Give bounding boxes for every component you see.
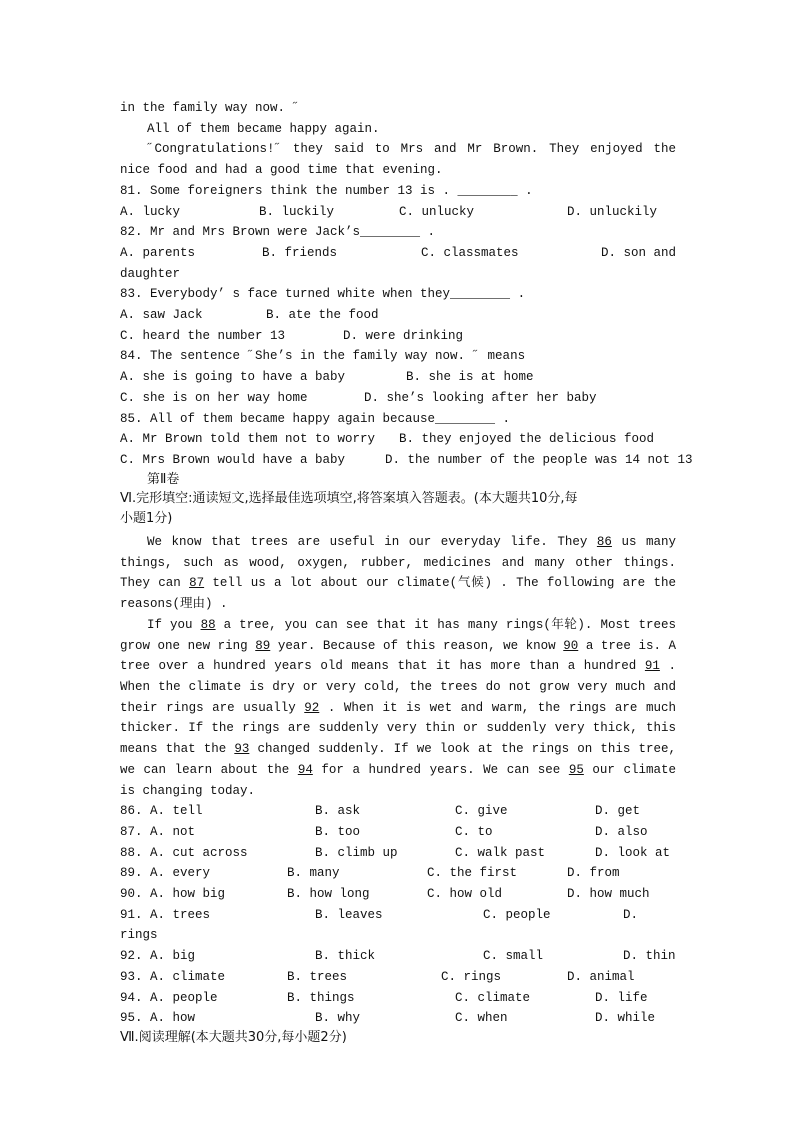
option-c[interactable]: C. climate	[455, 990, 531, 1005]
option-b[interactable]: B. many	[287, 866, 340, 881]
option-a[interactable]: A. she is going to have a baby	[120, 370, 346, 385]
question-94-options	[120, 988, 676, 1009]
option-c[interactable]: C. unlucky	[399, 204, 475, 219]
option-d[interactable]: D. thin	[623, 949, 676, 964]
option-d-continued: daughter	[120, 266, 181, 281]
part-two-heading: 第Ⅱ卷	[147, 471, 180, 487]
option-b[interactable]: B. ate the food	[266, 308, 379, 323]
question-81-stem: 81. Some foreigners think the number 13 is . ________ .	[120, 183, 533, 198]
option-d[interactable]: D. also	[595, 824, 648, 839]
question-85-stem: 85. All of them became happy again because________ .	[120, 411, 511, 426]
blank-95: 95	[568, 762, 584, 777]
option-b[interactable]: B. trees	[287, 969, 348, 984]
option-c[interactable]: C. the first	[427, 866, 518, 881]
question-95-options	[120, 1008, 676, 1029]
blank-87: 87	[189, 576, 205, 591]
blank-93: 93	[234, 742, 250, 757]
question-90-options	[120, 884, 676, 905]
option-a[interactable]: 88. A. cut across	[120, 845, 248, 860]
option-a[interactable]: 91. A. trees	[120, 907, 211, 922]
blank-86: 86	[596, 535, 612, 550]
option-a[interactable]: 87. A. not	[120, 824, 196, 839]
option-d[interactable]: D. unluckily	[567, 204, 658, 219]
question-83-options	[120, 305, 676, 326]
question-88-options	[120, 843, 676, 864]
option-c[interactable]: C. when	[455, 1011, 508, 1026]
section-6-title: Ⅵ.完形填空:通读短文,选择最佳选项填空,将答案填入答题表。(本大题共10分,每	[120, 490, 578, 506]
option-d[interactable]: D. were drinking	[343, 328, 464, 343]
option-d[interactable]: D. son and	[601, 245, 677, 260]
option-c[interactable]: C. she is on her way home	[120, 390, 308, 405]
question-82-stem: 82. Mr and Mrs Brown were Jack’s________ .	[120, 225, 436, 240]
option-c[interactable]: C. walk past	[455, 845, 546, 860]
question-91-options	[120, 905, 676, 926]
question-92-options	[120, 946, 676, 967]
option-a[interactable]: 93. A. climate	[120, 969, 226, 984]
option-d[interactable]: D. how much	[567, 887, 650, 902]
option-a[interactable]: 94. A. people	[120, 990, 218, 1005]
question-86-options	[120, 801, 676, 822]
option-c[interactable]: C. people	[483, 907, 551, 922]
option-c[interactable]: C. small	[483, 949, 544, 964]
option-d[interactable]: D. while	[595, 1011, 656, 1026]
intro-line: in the family way now. ˝	[120, 101, 301, 115]
option-a[interactable]: 95. A. how	[120, 1011, 196, 1026]
passage-paragraph-2: If you 88 a tree, you can see that it has many rings(年轮). Most trees grow one new ring 89 year. Because of this reason, we know 90 a tree is. A tree over a hundred years old means that it has more than a hundred 91 . When the climate is dry or very cold, the trees do not grow very much and their rings are usually 92 . When it is wet and warm, the rings are much thicker. If the rings are suddenly very thin or suddenly very thick, this means that the 93 changed suddenly. If we look at the rings on this tree, we can learn about the 94 for a hundred years. We can see 95 our climate is changing today.	[120, 617, 676, 798]
option-b[interactable]: B. friends	[262, 245, 338, 260]
option-d[interactable]: D. get	[595, 804, 641, 819]
option-d[interactable]: D. look at	[595, 845, 671, 860]
option-a[interactable]: 90. A. how big	[120, 887, 226, 902]
option-c[interactable]: C. how old	[427, 887, 503, 902]
option-a[interactable]: A. parents	[120, 245, 196, 260]
option-c[interactable]: C. Mrs Brown would have a baby	[120, 452, 346, 467]
question-83-options	[120, 326, 676, 347]
intro-line: All of them became happy again.	[147, 121, 380, 136]
option-a[interactable]: A. Mr Brown told them not to worry	[120, 432, 376, 447]
option-b[interactable]: B. how long	[287, 887, 370, 902]
option-d[interactable]: D. from	[567, 866, 620, 881]
option-a[interactable]: A. saw Jack	[120, 308, 203, 323]
blank-90: 90	[563, 638, 579, 653]
question-82-options	[120, 243, 676, 264]
option-a[interactable]: 92. A. big	[120, 949, 196, 964]
option-b[interactable]: B. she is at home	[406, 370, 534, 385]
option-b[interactable]: B. why	[315, 1011, 361, 1026]
blank-88: 88	[200, 617, 216, 632]
option-d[interactable]: D. life	[595, 990, 648, 1005]
exam-page	[120, 98, 693, 1047]
blank-94: 94	[297, 762, 313, 777]
question-89-options	[120, 863, 676, 884]
option-b[interactable]: B. luckily	[259, 204, 335, 219]
option-b[interactable]: B. climb up	[315, 845, 398, 860]
question-81-options	[120, 202, 676, 223]
option-b[interactable]: B. leaves	[315, 907, 383, 922]
blank-89: 89	[255, 638, 271, 653]
passage-paragraph-1: We know that trees are useful in our everyday life. They 86 us many things, such as wood, oxygen, rubber, medicines and many other things. They can 87 tell us a lot about our climate(气候) . The following are the reasons(理由) .	[120, 535, 676, 612]
option-c[interactable]: C. give	[455, 804, 508, 819]
question-85-options	[120, 429, 676, 450]
section-7-title: Ⅶ.阅读理解(本大题共30分,每小题2分)	[120, 1029, 347, 1045]
option-b[interactable]: B. things	[287, 990, 355, 1005]
question-84-options	[120, 388, 676, 409]
option-d[interactable]: D. animal	[567, 969, 635, 984]
question-84-stem: 84. The sentence ˝She’s in the family way now. ˝ means	[120, 349, 526, 364]
option-b[interactable]: B. they enjoyed the delicious food	[399, 432, 655, 447]
option-b[interactable]: B. thick	[315, 949, 376, 964]
option-d[interactable]: D.	[623, 907, 639, 922]
option-d-continued: rings	[120, 928, 158, 943]
blank-92: 92	[304, 700, 320, 715]
option-a[interactable]: A. lucky	[120, 204, 181, 219]
option-a[interactable]: 89. A. every	[120, 866, 211, 881]
option-c[interactable]: C. heard the number 13	[120, 328, 286, 343]
option-b[interactable]: B. too	[315, 824, 361, 839]
question-85-options	[120, 450, 693, 471]
question-84-options	[120, 367, 676, 388]
option-d[interactable]: D. the number of the people was 14 not 13	[385, 452, 693, 467]
option-c[interactable]: C. to	[455, 824, 493, 839]
option-c[interactable]: C. rings	[441, 969, 502, 984]
question-87-options	[120, 822, 676, 843]
blank-91: 91	[644, 659, 660, 674]
section-6-title-cont: 小题1分)	[120, 511, 173, 527]
intro-paragraph: ˝Congratulations!˝ they said to Mrs and Mr Brown. They enjoyed the nice food and had a good time that evening.	[120, 142, 676, 178]
question-93-options	[120, 967, 676, 988]
option-b[interactable]: B. ask	[315, 804, 361, 819]
option-a[interactable]: 86. A. tell	[120, 804, 203, 819]
option-c[interactable]: C. classmates	[421, 245, 519, 260]
option-d[interactable]: D. she’s looking after her baby	[364, 390, 597, 405]
question-83-stem: 83. Everybody’ s face turned white when they________ .	[120, 287, 526, 302]
